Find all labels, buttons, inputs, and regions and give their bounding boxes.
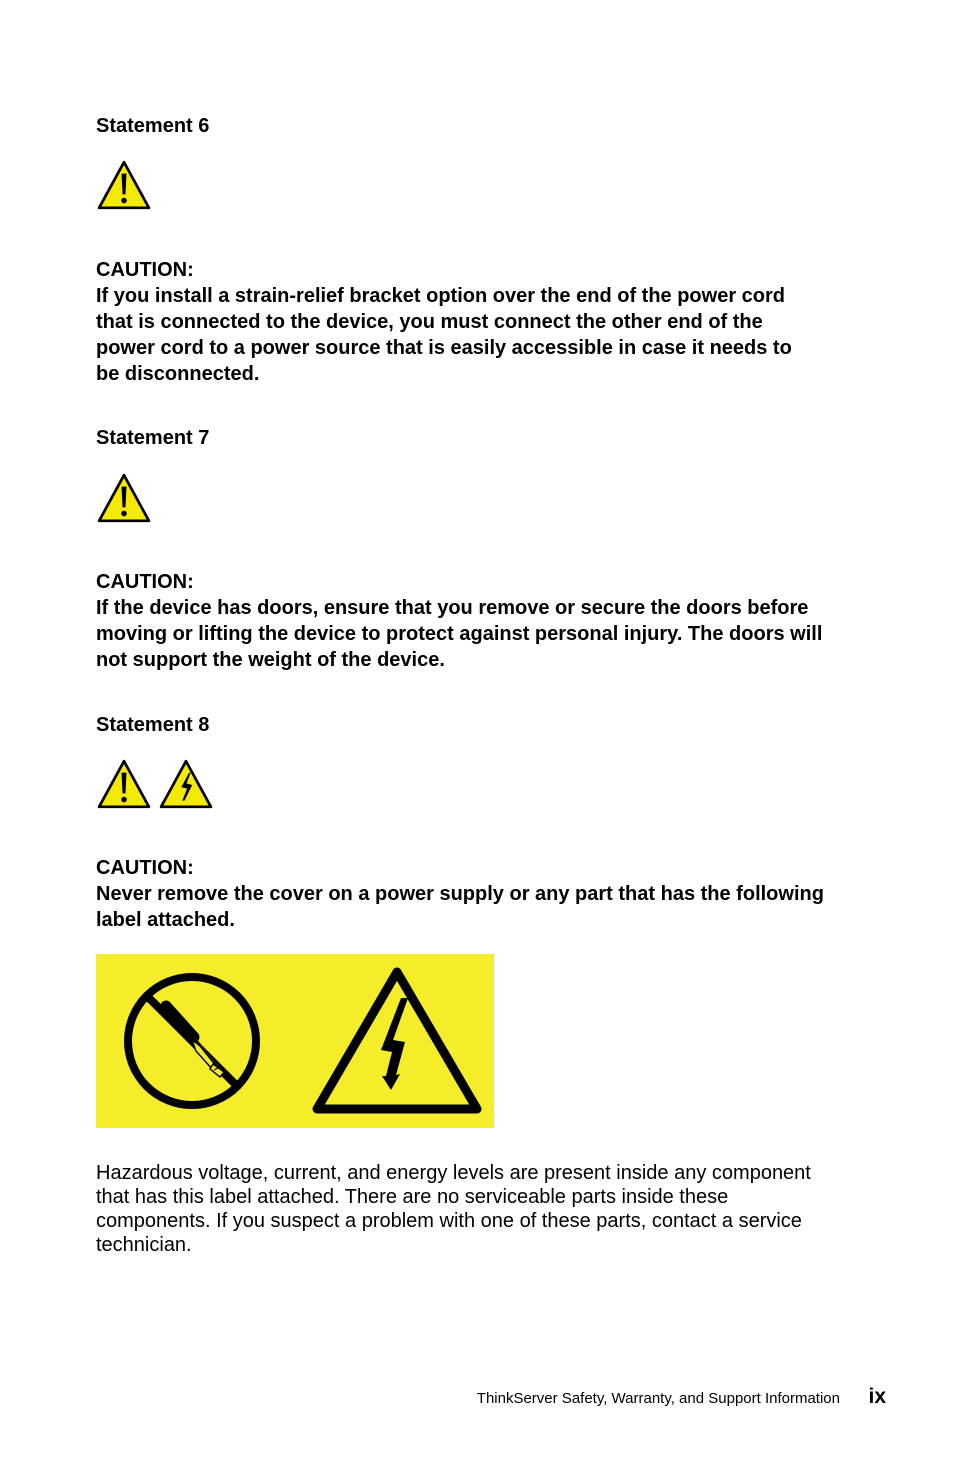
- hazard-label: [96, 954, 494, 1128]
- caution-icon: [96, 159, 152, 211]
- caution-text-line: not support the weight of the device.: [96, 649, 445, 671]
- description-line: that has this label attached. There are no serviceable parts inside these: [96, 1186, 729, 1208]
- caution-text-line: label attached.: [96, 909, 235, 931]
- caution-label: CAUTION:: [96, 571, 194, 593]
- caution-icon: [96, 758, 152, 810]
- statement-6-caution: [96, 257, 896, 387]
- caution-text-line: If the device has doors, ensure that you remove or secure the doors before: [96, 597, 809, 619]
- description-line: technician.: [96, 1234, 192, 1256]
- statement-7-heading: Statement 7: [96, 427, 210, 449]
- statement-7-caution: [96, 569, 896, 673]
- page-number: ix: [868, 1385, 886, 1408]
- caution-text-line: power cord to a power source that is easily accessible in case it needs to: [96, 337, 792, 359]
- caution-label: CAUTION:: [96, 259, 194, 281]
- caution-text-line: If you install a strain-relief bracket option over the end of the power cord: [96, 285, 786, 307]
- hazard-description: [96, 1161, 896, 1257]
- caution-text-line: moving or lifting the device to protect against personal injury. The doors will: [96, 623, 823, 645]
- caution-label: CAUTION:: [96, 857, 194, 879]
- caution-text-line: Never remove the cover on a power supply or any part that has the following: [96, 883, 824, 905]
- electrical-hazard-icon: [158, 758, 214, 810]
- description-line: components. If you suspect a problem with one of these parts, contact a service: [96, 1210, 802, 1232]
- statement-8-caution: [96, 855, 896, 933]
- caution-icon: [96, 472, 152, 524]
- footer-title: ThinkServer Safety, Warranty, and Support Information: [476, 1390, 840, 1407]
- statement-6-heading: Statement 6: [96, 115, 210, 137]
- statement-8-heading: Statement 8: [96, 714, 210, 736]
- description-line: Hazardous voltage, current, and energy levels are present inside any component: [96, 1162, 811, 1184]
- caution-text-line: that is connected to the device, you must connect the other end of the: [96, 311, 763, 333]
- caution-text-line: be disconnected.: [96, 363, 260, 385]
